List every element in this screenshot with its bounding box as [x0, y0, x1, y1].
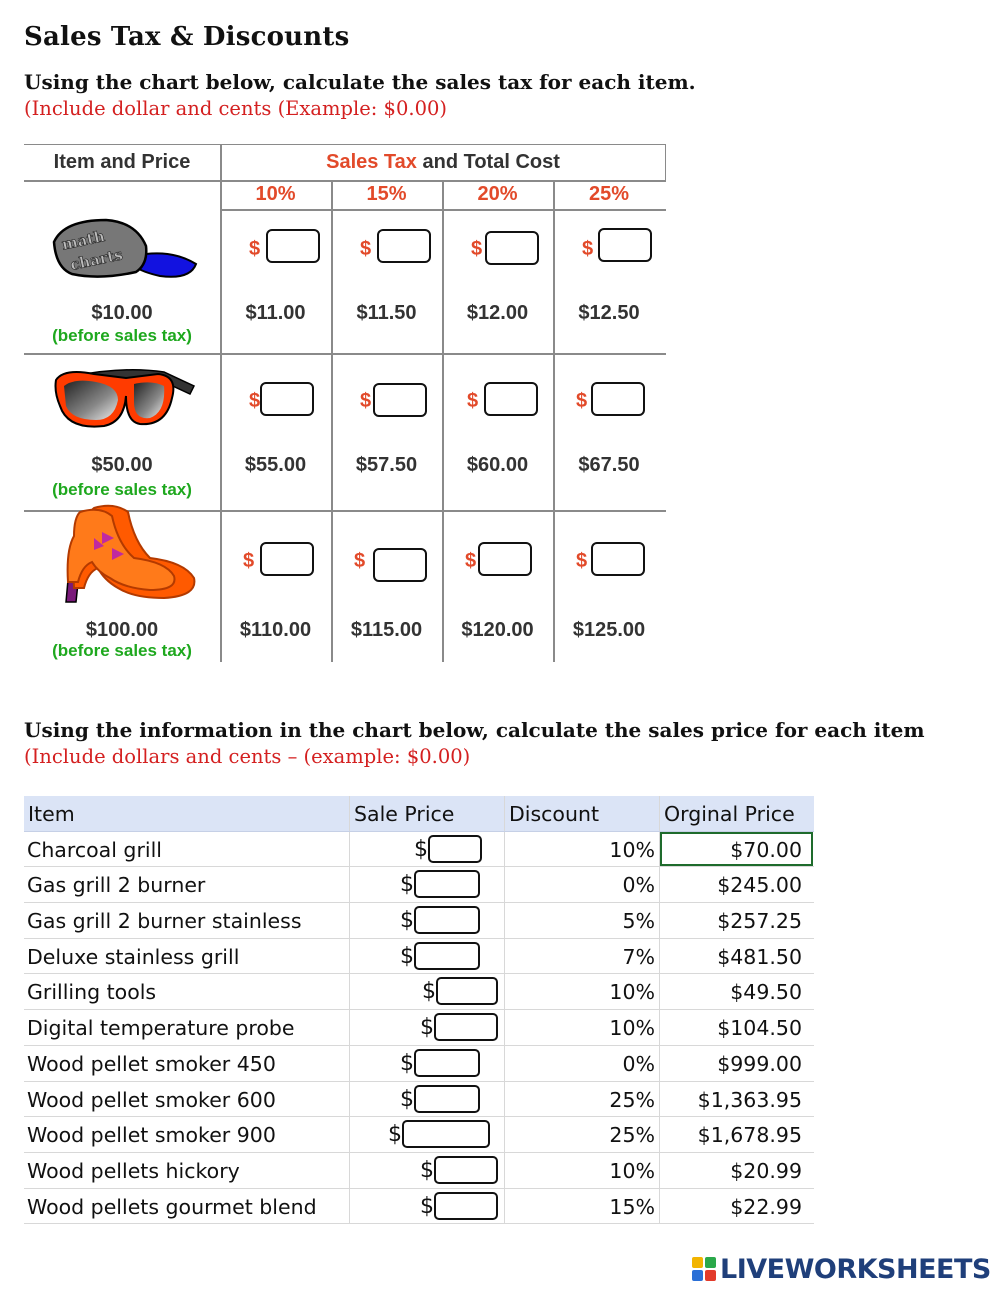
- header-original-price: Orginal Price: [664, 802, 795, 826]
- dollar-sign: $: [422, 979, 436, 1005]
- dollar-sign: $: [582, 238, 594, 260]
- sale-price-input[interactable]: [434, 1156, 498, 1184]
- item-name: Digital temperature probe: [24, 1010, 350, 1045]
- item-name: Charcoal grill: [24, 832, 350, 867]
- total-r1-c2: $11.50: [356, 302, 417, 324]
- dollar-sign: $: [414, 836, 428, 862]
- original-price-value: $245.00: [717, 873, 802, 898]
- discount-value: 7%: [505, 939, 660, 974]
- dollar-sign: $: [243, 550, 255, 572]
- dollar-sign: $: [420, 1193, 434, 1219]
- item-name: Gas grill 2 burner stainless: [24, 903, 350, 938]
- answer-input-r1-c2[interactable]: [377, 229, 431, 263]
- header-discount: Discount: [505, 796, 660, 831]
- sale-price-cell: [350, 1189, 505, 1224]
- dollar-sign: $: [354, 550, 366, 572]
- dollar-sign: $: [360, 238, 372, 260]
- original-price-value: $1,678.95: [697, 1123, 802, 1148]
- header-sale-price: Sale Price: [350, 796, 505, 831]
- discount-value: 15%: [505, 1189, 660, 1224]
- sale-price-input[interactable]: [414, 1085, 480, 1113]
- dollar-sign: $: [249, 390, 261, 412]
- sale-price-input[interactable]: [414, 1049, 480, 1077]
- total-r2-c3: $60.00: [466, 454, 529, 476]
- original-price-value: $481.50: [717, 944, 802, 969]
- dollar-sign: $: [576, 550, 588, 572]
- total-r3-c4: $125.00: [572, 619, 646, 641]
- answer-input-r2-c2[interactable]: [373, 383, 427, 417]
- original-price-value: $104.50: [717, 1016, 802, 1041]
- total-r3-c3: $120.00: [461, 619, 534, 641]
- total-r3-c1: $110.00: [239, 619, 312, 641]
- item-name: Deluxe stainless grill: [24, 939, 350, 974]
- sale-price-input[interactable]: [414, 870, 480, 898]
- answer-input-r3-c1[interactable]: [260, 542, 314, 576]
- dollar-sign: $: [388, 1122, 402, 1148]
- sale-price-cell: [350, 1010, 505, 1045]
- sales-tax-chart: [24, 144, 666, 662]
- header-item: Item: [24, 796, 350, 831]
- total-r2-c2: $57.50: [355, 454, 418, 476]
- answer-input-r2-c3[interactable]: [484, 382, 538, 416]
- table-row: [24, 903, 814, 939]
- sale-price-input[interactable]: [402, 1120, 490, 1148]
- section2-instruction: Using the information in the chart below, calculate the sales price for each item: [24, 718, 925, 742]
- table-row: [24, 1117, 814, 1153]
- discount-value: 5%: [505, 903, 660, 938]
- table-row: [24, 1189, 814, 1225]
- sale-price-input[interactable]: [428, 835, 482, 863]
- discount-value: 0%: [505, 867, 660, 902]
- sale-price-cell: [350, 867, 505, 902]
- dollar-sign: $: [400, 908, 414, 934]
- liveworksheets-logo-icon: [692, 1257, 716, 1281]
- hat-text-line1: math: [60, 227, 107, 254]
- discount-value: 10%: [505, 832, 660, 867]
- sale-price-input[interactable]: [414, 906, 480, 934]
- item2-before-label: (before sales tax): [52, 480, 192, 499]
- original-price-value: $20.99: [730, 1158, 802, 1183]
- original-price-value: $22.99: [730, 1194, 802, 1219]
- sale-price-cell: [350, 974, 505, 1009]
- original-price-value: $70.00: [730, 837, 802, 862]
- sunglasses-icon: [54, 366, 198, 434]
- section1-note: (Include dollar and cents (Example: $0.00): [24, 97, 447, 120]
- sale-price-cell: [350, 903, 505, 938]
- discount-value: 10%: [505, 1153, 660, 1188]
- section1-instruction: Using the chart below, calculate the sales tax for each item.: [24, 70, 696, 94]
- discount-value: 0%: [505, 1046, 660, 1081]
- answer-input-r3-c2[interactable]: [373, 548, 427, 582]
- table-row: [24, 939, 814, 975]
- discount-value: 25%: [505, 1117, 660, 1152]
- table-row: [24, 1082, 814, 1118]
- dollar-sign: $: [576, 390, 588, 412]
- table-row: [24, 1153, 814, 1189]
- answer-input-r2-c4[interactable]: [591, 382, 645, 416]
- dollar-sign: $: [400, 1050, 414, 1076]
- sales-tax-label: Sales Tax: [326, 151, 417, 173]
- item-name: Wood pellets gourmet blend: [24, 1189, 350, 1224]
- tax-header-sales-tax: [220, 151, 666, 174]
- discount-value: 10%: [505, 974, 660, 1009]
- pct-15: 15%: [366, 183, 407, 205]
- original-price-value: $49.50: [730, 980, 802, 1005]
- answer-input-r3-c3[interactable]: [478, 542, 532, 576]
- dollar-sign: $: [471, 238, 483, 260]
- total-cost-label: and Total Cost: [416, 151, 560, 173]
- sale-price-input[interactable]: [414, 942, 480, 970]
- item-name: Wood pellet smoker 900: [24, 1117, 350, 1152]
- dollar-sign: $: [400, 943, 414, 969]
- table-row: [24, 832, 814, 868]
- item1-price: $10.00: [91, 302, 153, 324]
- sale-price-cell: [350, 939, 505, 974]
- table-row: [24, 1010, 814, 1046]
- sale-price-cell: [350, 1153, 505, 1188]
- sale-price-input[interactable]: [434, 1013, 498, 1041]
- table-row: [24, 974, 814, 1010]
- pct-10: 10%: [255, 183, 296, 205]
- baseball-cap-icon: [50, 218, 200, 282]
- pct-20: 20%: [477, 183, 518, 205]
- page-title: Sales Tax & Discounts: [24, 22, 350, 52]
- dollar-sign: $: [400, 1086, 414, 1112]
- dollar-sign: $: [360, 390, 372, 412]
- table-row: [24, 1046, 814, 1082]
- total-r1-c4: $12.50: [578, 302, 640, 324]
- item1-before-label: (before sales tax): [52, 326, 192, 345]
- item3-price: $100.00: [85, 619, 159, 641]
- discount-table: [24, 796, 814, 1224]
- pct-25: 25%: [588, 183, 630, 205]
- sale-price-cell: [350, 1117, 505, 1152]
- total-r1-c3: $12.00: [466, 302, 529, 324]
- table-header-row: [24, 796, 814, 832]
- sale-price-cell: [350, 1082, 505, 1117]
- hat-text-line2: charts: [68, 245, 125, 275]
- sale-price-input[interactable]: [434, 1192, 498, 1220]
- item3-before-label: (before sales tax): [52, 641, 192, 660]
- tax-header-item: Item and Price: [53, 151, 191, 173]
- table-row: [24, 867, 814, 903]
- sale-price-cell: [350, 832, 505, 867]
- answer-input-r2-c1[interactable]: [260, 382, 314, 416]
- total-r3-c2: $115.00: [350, 619, 423, 641]
- dollar-sign: $: [465, 550, 477, 572]
- dollar-sign: $: [467, 390, 479, 412]
- discount-value: 25%: [505, 1082, 660, 1117]
- total-r2-c4: $67.50: [578, 454, 640, 476]
- dollar-sign: $: [249, 238, 261, 260]
- total-r2-c1: $55.00: [244, 454, 307, 476]
- answer-input-r1-c4[interactable]: [598, 228, 652, 262]
- answer-input-r3-c4[interactable]: [591, 542, 645, 576]
- total-r1-c1: $11.00: [245, 302, 306, 324]
- section2-note: (Include dollars and cents – (example: $0.00): [24, 745, 471, 768]
- dollar-sign: $: [420, 1015, 434, 1041]
- answer-input-r1-c3[interactable]: [485, 231, 539, 265]
- discount-value: 10%: [505, 1010, 660, 1045]
- logo-text: LIVEWORKSHEETS: [720, 1253, 991, 1285]
- liveworksheets-logo: [692, 1254, 991, 1284]
- dollar-sign: $: [400, 872, 414, 898]
- sale-price-cell: [350, 1046, 505, 1081]
- item-name: Wood pellets hickory: [24, 1153, 350, 1188]
- original-price-value: $999.00: [717, 1051, 802, 1076]
- original-price-value: $257.25: [717, 909, 802, 934]
- answer-input-r1-c1[interactable]: [266, 229, 320, 263]
- high-heel-boots-icon: [54, 502, 198, 606]
- selected-cell-outline: [660, 832, 813, 866]
- sale-price-input[interactable]: [436, 977, 498, 1005]
- item-name: Wood pellet smoker 450: [24, 1046, 350, 1081]
- item-name: Wood pellet smoker 600: [24, 1082, 350, 1117]
- dollar-sign: $: [420, 1157, 434, 1183]
- item2-price: $50.00: [91, 454, 153, 476]
- item-name: Grilling tools: [24, 974, 350, 1009]
- item-name: Gas grill 2 burner: [24, 867, 350, 902]
- original-price-value: $1,363.95: [697, 1087, 802, 1112]
